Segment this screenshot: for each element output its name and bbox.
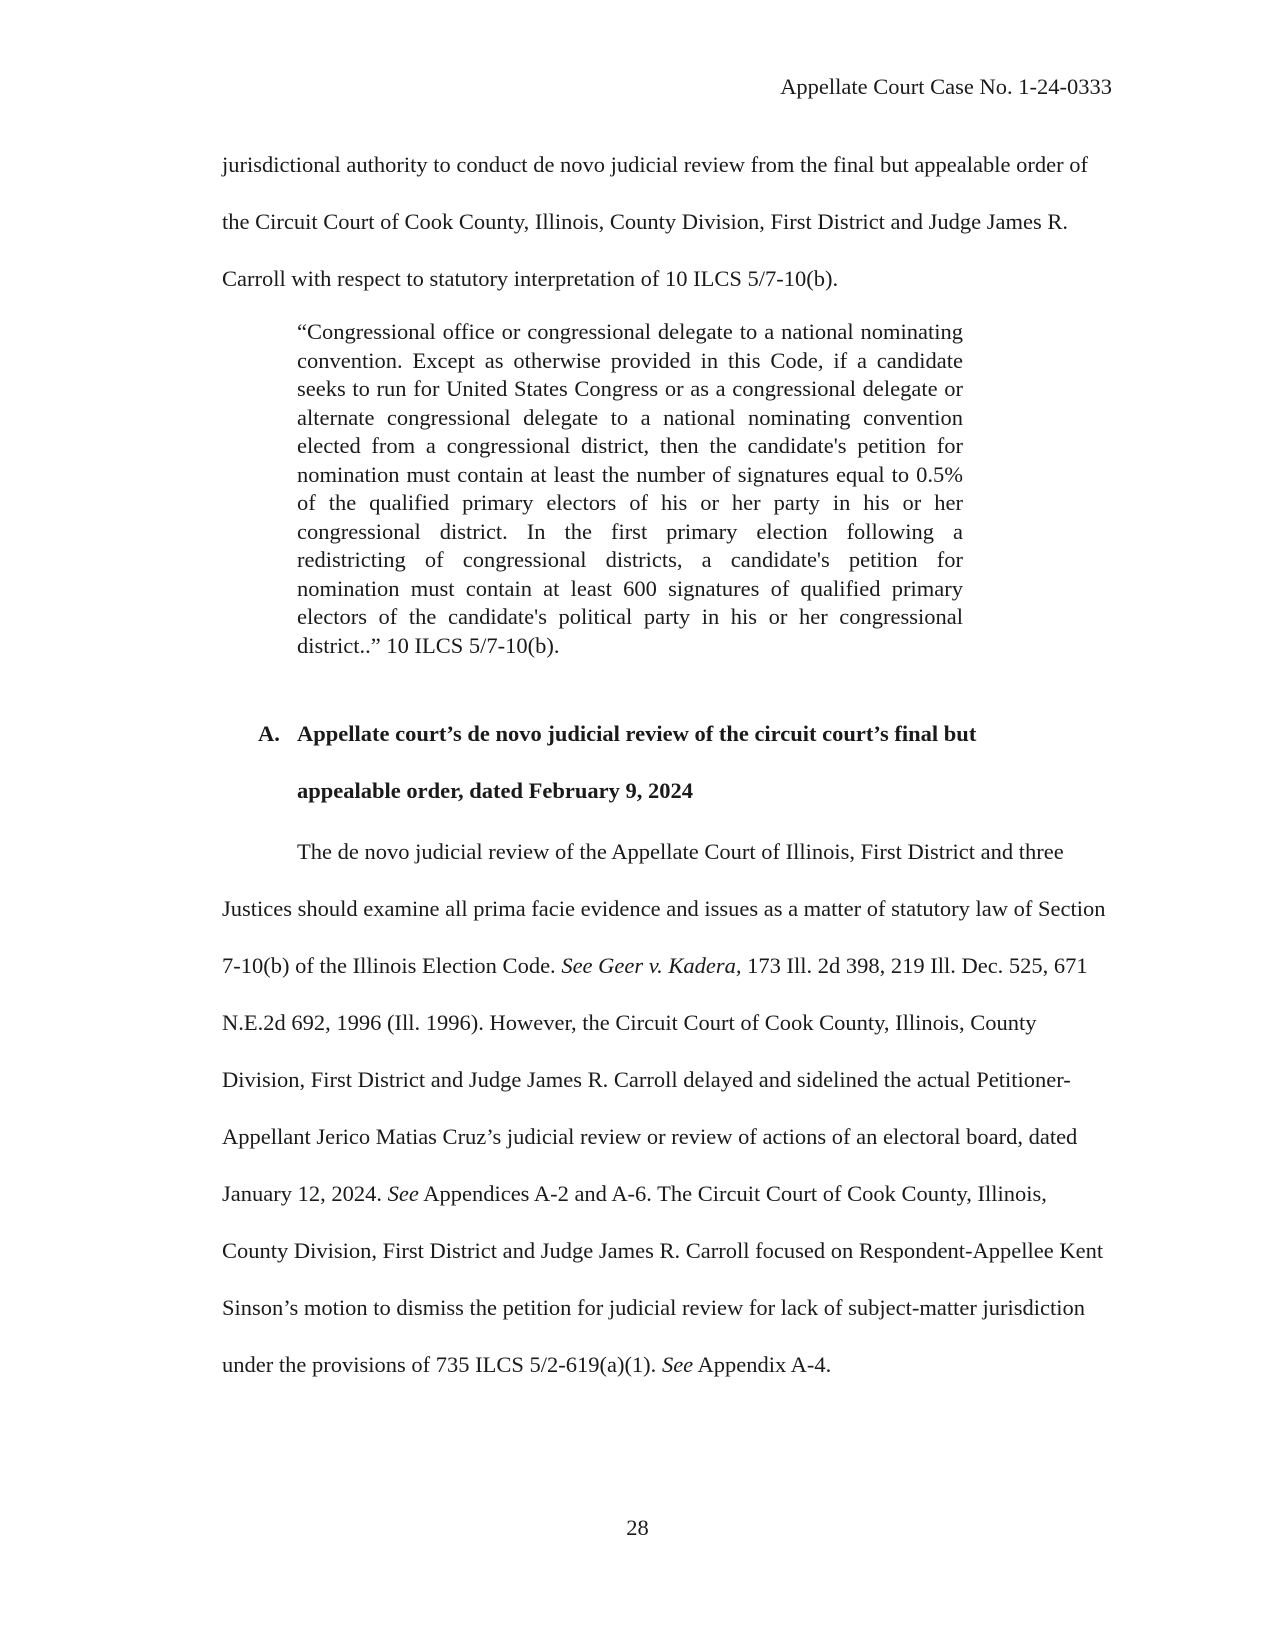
paragraph-text: Appendices A-2 and A-6. The Circuit Court of Cook County, Illinois, County Division, First District and Judge James R. Carroll focused on Respondent-Appellee Kent Sinson’s motion to dismiss the petition for judicial review for lack of subject-matter jurisdiction under the provisions of 735 ILCS 5/2-619(a)(1). — [222, 1181, 1104, 1377]
paragraph-jurisdiction: jurisdictional authority to conduct de novo judicial review from the final but appealable order of the Circuit Court of Cook County, Illinois, County Division, First District and Judge James R. Carroll with respect to statutory interpretation of 10 ILCS 5/7-10(b). — [222, 152, 1088, 291]
section-heading-a — [258, 705, 1058, 819]
paragraph-text: Appendix A-4. — [693, 1352, 832, 1377]
case-number-header: Appellate Court Case No. 1-24-0333 — [780, 74, 1112, 99]
section-heading-letter: A. — [258, 721, 280, 746]
paragraph-text: 173 Ill. 2d 398, 219 Ill. Dec. 525, 671 N.E.2d 692, 1996 (Ill. 1996). However, the Circuit Court of Cook County, Illinois, County Division, First District and Judge James R. Carroll delayed and sidelined the actual Petitioner-Appellant Jerico Matias Cruz’s judicial review or review of actions of an electoral board, dated January 12, 2024. — [222, 953, 1088, 1206]
paragraph-de-novo-review — [222, 823, 1117, 1393]
case-citation: See Geer v. Kadera, — [561, 953, 742, 978]
statute-block-quote: “Congressional office or congressional delegate to a national nominating convention. Except as otherwise provided in this Code, if a candidate seeks to run for United States Congress or as a congressional delegate or alternate congressional delegate to a national nominating convention elected from a congressional district, then the candidate's petition for nomination must contain at least the number of signatures equal to 0.5% of the qualified primary electors of his or her party in his or her congressional district. In the first primary election following a redistricting of congressional districts, a candidate's petition for nomination must contain at least 600 signatures of qualified primary electors of the candidate's political party in his or her congressional district..” 10 ILCS 5/7-10(b). — [297, 319, 963, 658]
see-signal: See — [661, 1352, 694, 1377]
section-heading-text: Appellate court’s de novo judicial review of the circuit court’s final but appealable order, dated February 9, 2024 — [297, 721, 977, 803]
see-signal: See — [387, 1181, 419, 1206]
page-number: 28 — [626, 1515, 649, 1540]
paragraph-text: The de novo judicial review of the Appellate Court of Illinois, First District and three Justices should examine all prima facie evidence and issues as a matter of statutory law of Section 7-10(b) of the Illinois Election Code. — [222, 839, 1106, 978]
